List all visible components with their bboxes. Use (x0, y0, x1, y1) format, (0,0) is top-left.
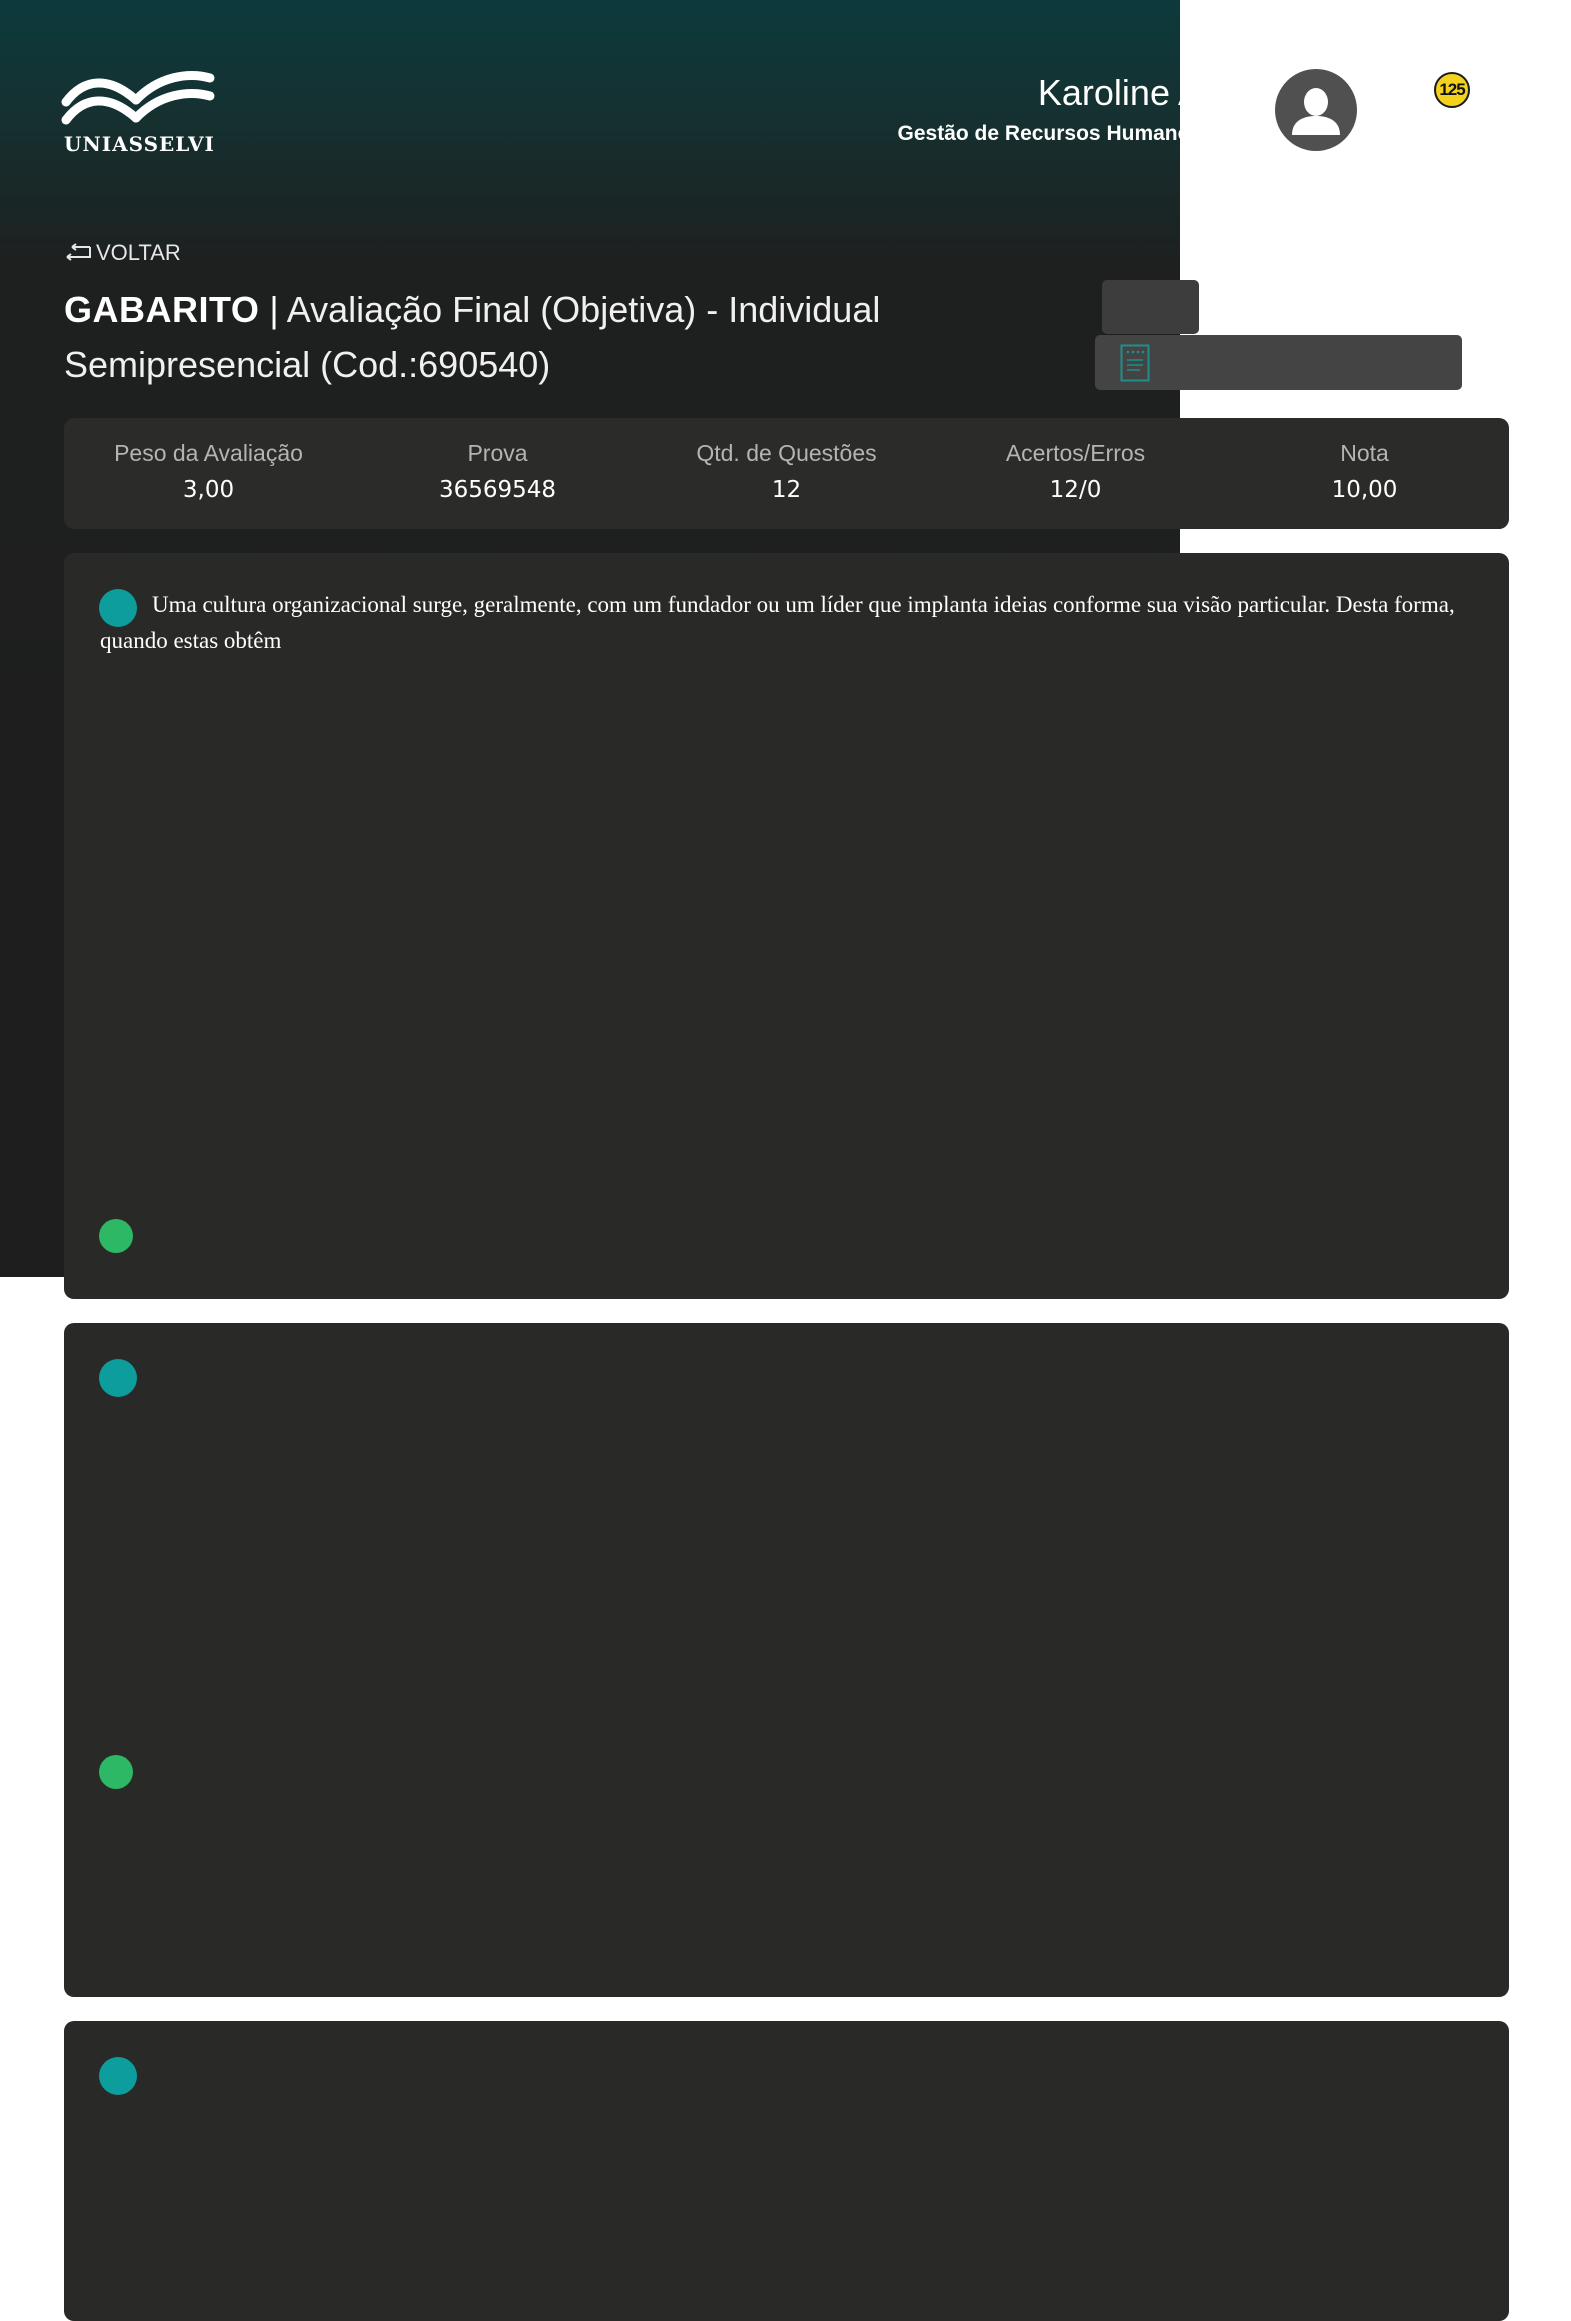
uniasselvi-logo[interactable] (64, 68, 214, 160)
document-icon (1120, 344, 1150, 382)
logo-icon (64, 68, 214, 130)
question-marker[interactable] (99, 2057, 137, 2095)
stat-label: Qtd. de Questões (696, 440, 877, 466)
user-course: Gestão de Recursos Humanos (256 (897, 122, 1250, 145)
page-title (64, 282, 1094, 392)
correct-answer-marker (99, 1755, 133, 1789)
action-button[interactable] (1102, 280, 1199, 334)
stat-label: Acertos/Erros (1005, 440, 1146, 466)
user-name: Karoline A (1037, 72, 1202, 113)
stat-correct-wrong (931, 418, 1220, 529)
return-arrow-icon (64, 243, 92, 263)
correct-answer-marker (99, 1219, 133, 1253)
stat-exam (353, 418, 642, 529)
question-marker[interactable] (99, 1359, 137, 1397)
stat-value: 12/0 (1049, 477, 1102, 503)
stat-label: Prova (467, 440, 528, 466)
stat-value: 3,00 (182, 477, 235, 503)
stat-grade (1220, 418, 1509, 529)
stat-label: Peso da Avaliação (114, 440, 303, 466)
back-button[interactable] (64, 240, 181, 266)
stat-question-count (642, 418, 931, 529)
question-card (64, 2021, 1509, 2321)
notification-badge[interactable]: 125 (1434, 72, 1470, 108)
stat-weight (64, 418, 353, 529)
title-bold: GABARITO (64, 289, 260, 330)
stats-bar (64, 418, 1509, 529)
stat-value: 12 (771, 477, 802, 503)
document-button[interactable] (1095, 335, 1462, 390)
stat-value: 36569548 (438, 477, 557, 503)
title-rest: Avaliação Final (Objetiva) - Individual Semipresencial (Cod.:690540) (64, 289, 881, 385)
stat-label: Nota (1340, 440, 1389, 466)
title-separator: | (259, 289, 287, 330)
question-card (64, 1323, 1509, 1997)
question-text: Uma cultura organizacional surge, geralmente, com um fundador ou um líder que implanta ideias conforme sua visão particular. Desta forma, quando estas obtêm (100, 592, 1455, 653)
logo-text: UNIASSELVI (64, 132, 215, 156)
question-card (64, 553, 1509, 1299)
avatar[interactable] (1275, 69, 1357, 151)
user-silhouette-icon (1275, 69, 1357, 151)
stat-value: 10,00 (1331, 477, 1398, 503)
back-label: VOLTAR (96, 240, 181, 265)
